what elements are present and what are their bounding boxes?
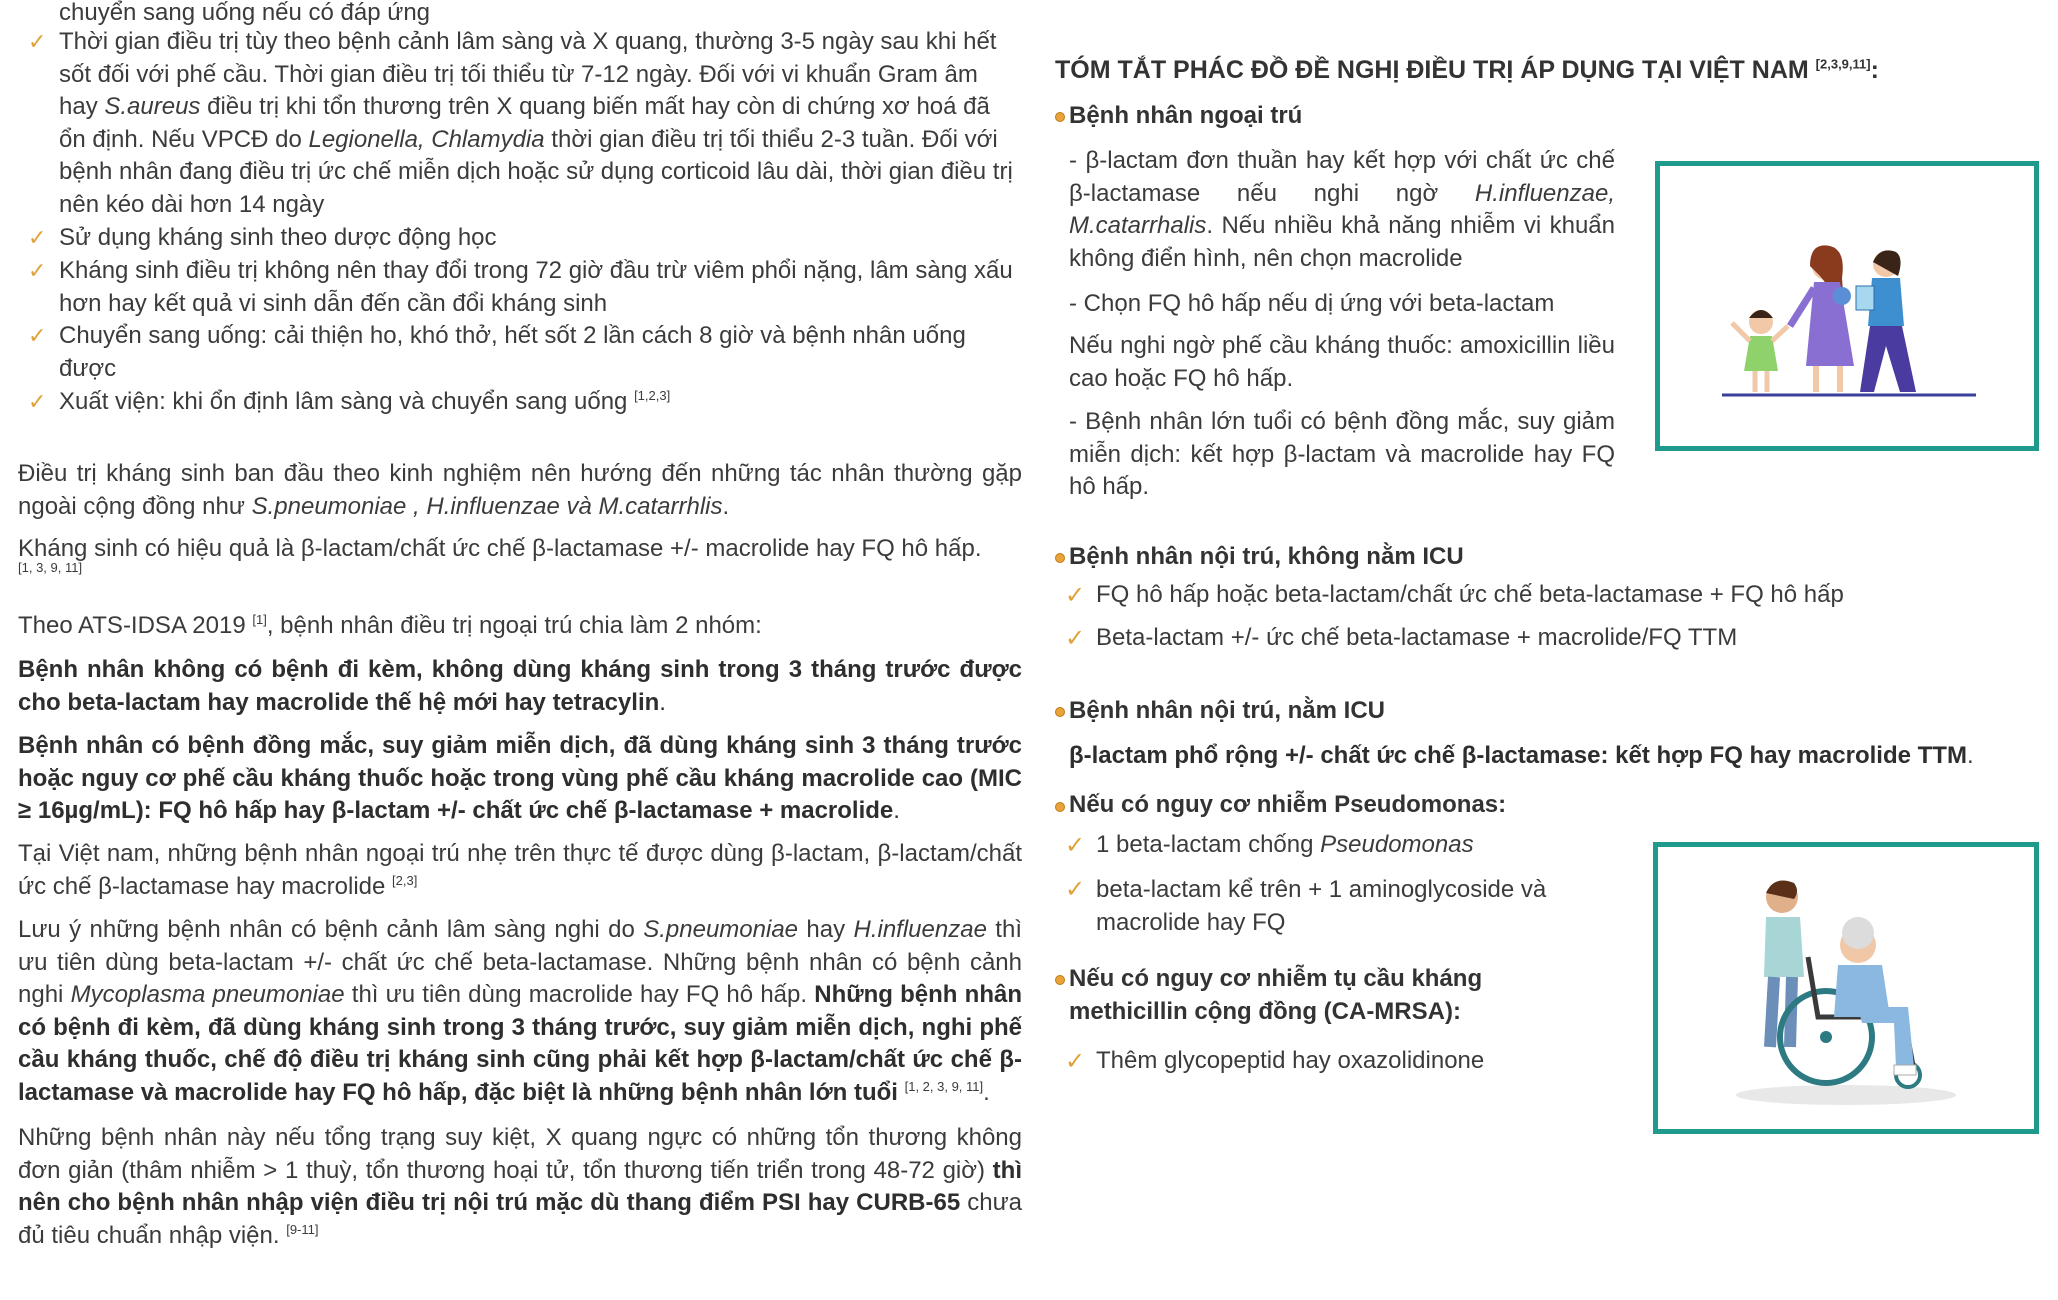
check-item: [18, 26, 1022, 221]
check-icon: ✓: [1065, 1048, 1086, 1075]
check-icon: ✓: [28, 389, 47, 414]
outpatient-text-4: - Bệnh nhân lớn tuổi có bệnh đồng mắc, suy giảm miễn dịch: kết hợp β-lactam và macrolide hay FQ hô hấp.: [1069, 408, 1615, 500]
paragraph: Lưu ý những bệnh nhân có bệnh cảnh lâm sàng nghi do S.pneumoniae hay H.influenzae thì ưu tiên dùng beta-lactam +/- chất ức chế beta-lactamase. Những bệnh nhân có bệnh cảnh nghi Mycoplasma pneumoniae thì ưu tiên dùng macrolide hay FQ hô hấp. Những bệnh nhân có bệnh đi kèm, đã dùng kháng sinh trong 3 tháng trước, suy giảm miễn dịch, nghi phế cầu kháng thuốc, chế độ điều trị kháng sinh cũng phải kết hợp β-lactam/chất ức chế β-lactamase và macrolide hay FQ hô hấp, đặc biệt là những bệnh nhân lớn tuổi [1, 2, 3, 9, 11].: [18, 916, 1022, 1106]
check-item-text: Sử dụng kháng sinh theo dược động học: [59, 224, 497, 251]
check-item-text: Thời gian điều trị tùy theo bệnh cảnh lâm sàng và X quang, thường 3-5 ngày sau khi hết sốt đối với phế cầu. Thời gian điều trị tối thiểu từ 7-12 ngày. Đối với vi khuẩn Gram âm hay S.aureus điều trị khi tổn thương trên X quang biến mất hay còn di chứng xơ hoá đã ổn định. Nếu VPCĐ do Legionella, Chlamydia thời gian điều trị tối thiểu 2-3 tuần. Đối với bệnh nhân đang điều trị ức chế miễn dịch hoặc sử dụng corticoid lâu dài, thời gian điều trị nên kéo dài hơn 14 ngày: [59, 28, 1013, 218]
paragraph-bold: Bệnh nhân có bệnh đồng mắc, suy giảm miễn dịch, đã dùng kháng sinh 3 tháng trước hoặc nguy cơ phế cầu kháng thuốc hoặc trong vùng phế cầu kháng macrolide cao (MIC ≥ 16µg/mL): FQ hô hấp hay β-lactam +/- chất ức chế β-lactamase + macrolide.: [18, 732, 1022, 824]
bullet-dot: [1055, 112, 1065, 122]
bullet-dot: [1055, 553, 1065, 563]
check-icon: ✓: [1065, 832, 1086, 859]
paragraph: Những bệnh nhân này nếu tổng trạng suy kiệt, X quang ngực có những tổn thương không đơn giản (thâm nhiễm > 1 thuỳ, tổn thương hoại tử, tổn thương tiến triển trong 48-72 giờ) thì nên cho bệnh nhân nhập viện điều trị nội trú mặc dù thang điểm PSI hay CURB-65 chưa đủ tiêu chuẩn nhập viện. [9-11]: [18, 1124, 1023, 1249]
mrsa-item: ✓ Thêm glycopeptid hay oxazolidinone: [1065, 1047, 1485, 1075]
check-item-text: Xuất viện: khi ổn định lâm sàng và chuyển sang uống [1,2,3]: [59, 388, 671, 415]
paragraph: Kháng sinh có hiệu quả là β-lactam/chất ức chế β-lactamase +/- macrolide hay FQ hô hấp. [1, 3, 9, 11]: [18, 535, 982, 575]
inpatient-heading: Bệnh nhân nội trú, không nằm ICU: [1069, 543, 1464, 570]
check-icon: ✓: [28, 225, 47, 250]
mrsa-heading: Nếu có nguy cơ nhiễm tụ cầu kháng methicillin cộng đồng (CA-MRSA):: [1069, 965, 1483, 1025]
check-item-text: Kháng sinh điều trị không nên thay đổi trong 72 giờ đầu trừ viêm phổi nặng, lâm sàng xấu hơn hay kết quả vi sinh dẫn đến cần đổi kháng sinh: [59, 257, 1013, 317]
outpatient-text-3: Nếu nghi ngờ phế cầu kháng thuốc: amoxicillin liều cao hoặc FQ hô hấp.: [1069, 332, 1615, 392]
check-item-text: Chuyển sang uống: cải thiện ho, khó thở, hết sốt 2 lần cách 8 giờ và bệnh nhân uống được: [59, 322, 966, 382]
outpatient-heading: Bệnh nhân ngoại trú: [1069, 102, 1303, 129]
pseudomonas-item: ✓ 1 beta-lactam chống Pseudomonas: [1065, 831, 1474, 859]
check-item: [18, 222, 1022, 255]
outpatient-text-2: - Chọn FQ hô hấp nếu dị ứng với beta-lactam: [1069, 290, 1555, 317]
continued-line: chuyển sang uống nếu có đáp ứng: [59, 0, 431, 26]
check-icon: ✓: [28, 258, 47, 283]
pseudomonas-heading: Nếu có nguy cơ nhiễm Pseudomonas:: [1069, 791, 1507, 818]
family-doctor-illustration: [1655, 161, 2039, 451]
bullet-dot: [1055, 802, 1065, 812]
paragraph: Tại Việt nam, những bệnh nhân ngoại trú nhẹ trên thực tế được dùng β-lactam, β-lactam/chất ức chế β-lactamase hay macrolide [2,3]: [18, 840, 1022, 900]
check-icon: ✓: [1065, 876, 1086, 903]
bullet-dot: [1055, 975, 1065, 985]
check-item: [18, 255, 1022, 320]
paragraph: Theo ATS-IDSA 2019 [1], bệnh nhân điều trị ngoại trú chia làm 2 nhóm:: [18, 612, 762, 639]
paragraph: Điều trị kháng sinh ban đầu theo kinh nghiệm nên hướng đến những tác nhân thường gặp ngoài cộng đồng như S.pneumoniae , H.influenzae và M.catarrhlis.: [18, 460, 1022, 520]
check-icon: ✓: [1065, 582, 1086, 609]
wheelchair-illustration: [1653, 842, 2039, 1134]
paragraph-bold: Bệnh nhân không có bệnh đi kèm, không dùng kháng sinh trong 3 tháng trước được cho beta-lactam hay macrolide thế hệ mới hay tetracylin.: [18, 656, 1022, 716]
outpatient-text-1: - β-lactam đơn thuần hay kết hợp với chất ức chế β-lactamase nếu nghi ngờ H.influenzae, M.catarrhalis. Nếu nhiều khả năng nhiễm vi khuẩn không điển hình, nên chọn macrolide: [1069, 147, 1615, 272]
bullet-dot: [1055, 707, 1065, 717]
section-title: TÓM TẮT PHÁC ĐỒ ĐỀ NGHỊ ĐIỀU TRỊ ÁP DỤNG TẠI VIỆT NAM [2,3,9,11]:: [1055, 56, 1879, 84]
icu-heading: Bệnh nhân nội trú, nằm ICU: [1069, 697, 1385, 724]
pseudomonas-item: ✓ beta-lactam kể trên + 1 aminoglycoside và macrolide hay FQ: [1065, 876, 1547, 936]
inpatient-item: ✓ Beta-lactam +/- ức chế beta-lactamase + macrolide/FQ TTM: [1065, 624, 1738, 652]
check-item: [18, 386, 1022, 419]
icu-text: β-lactam phổ rộng +/- chất ức chế β-lactamase: kết hợp FQ hay macrolide TTM.: [1069, 742, 1974, 769]
check-icon: ✓: [1065, 625, 1086, 652]
check-item: [18, 320, 1022, 385]
check-icon: ✓: [28, 29, 47, 54]
check-icon: ✓: [28, 323, 47, 348]
inpatient-item: ✓ FQ hô hấp hoặc beta-lactam/chất ức chế beta-lactamase + FQ hô hấp: [1065, 581, 1844, 609]
